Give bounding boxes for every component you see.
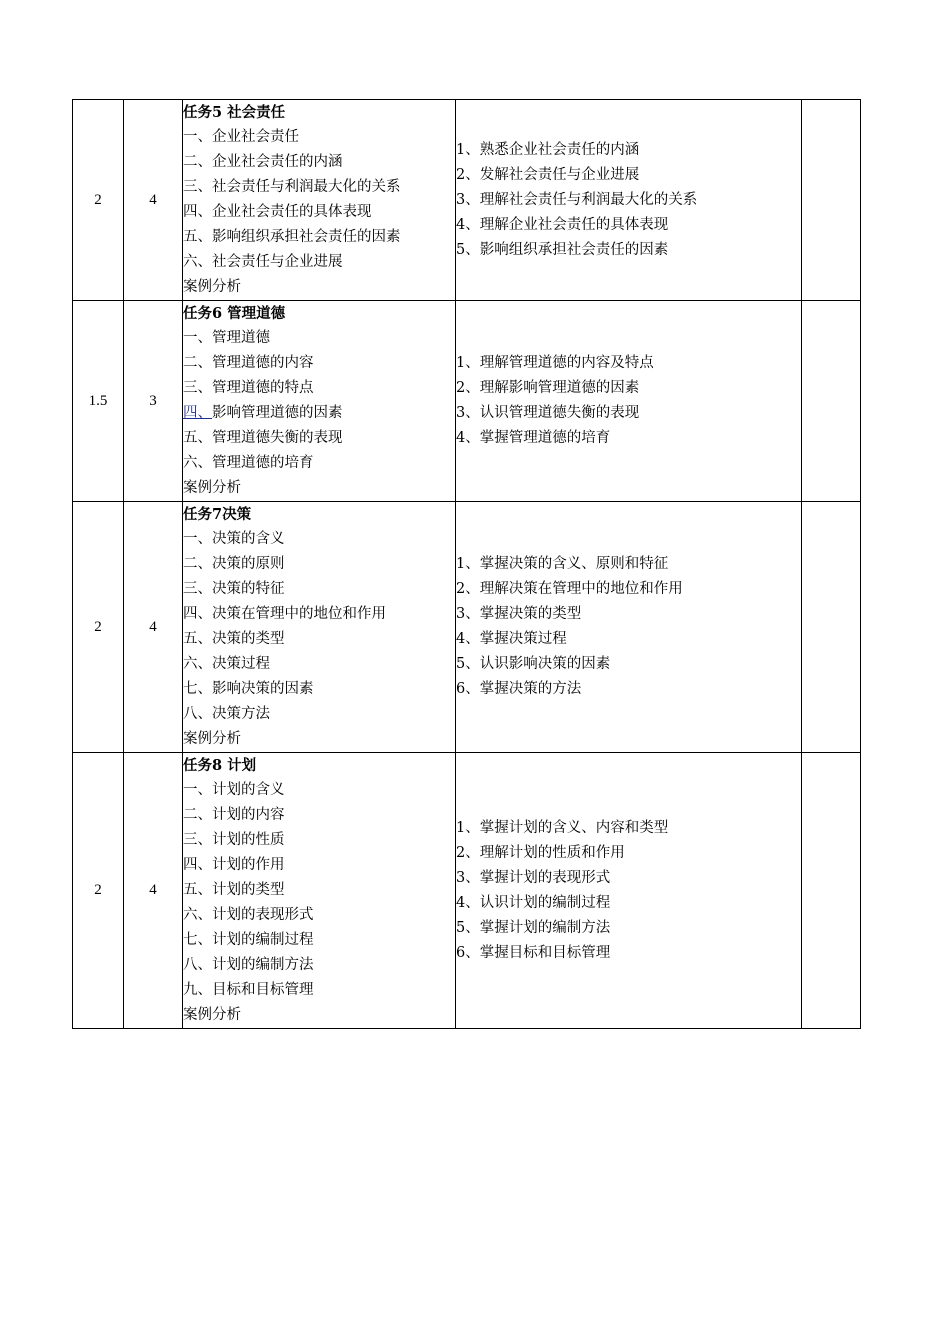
topic-number-link[interactable]: 四、	[183, 405, 212, 421]
topic-item: 三、决策的特征	[183, 581, 285, 597]
topic-item: 三、计划的性质	[183, 832, 285, 848]
hours-cell: 2	[73, 753, 124, 1029]
topic-item: 八、计划的编制方法	[183, 957, 314, 973]
topic-item: 七、影响决策的因素	[183, 681, 314, 697]
topic-item: 六、管理道德的培育	[183, 455, 314, 471]
task-title: 任务5 社会责任	[183, 104, 286, 121]
goal-item: 1、掌握计划的含义、内容和类型	[456, 819, 669, 836]
goal-item: 2、理解影响管理道德的因素	[456, 380, 640, 396]
goal-item: 4、掌握决策过程	[456, 631, 567, 647]
goal-item: 5、影响组织承担社会责任的因素	[456, 241, 669, 258]
topic-item: 案例分析	[183, 731, 241, 747]
goal-item: 4、认识计划的编制过程	[456, 894, 611, 911]
topic-item: 一、计划的含义	[183, 782, 285, 798]
goal-item: 2、发解社会责任与企业进展	[456, 166, 640, 183]
notes-cell	[802, 301, 861, 502]
topic-text: 影响管理道德的因素	[212, 405, 343, 421]
goal-item: 1、理解管理道德的内容及特点	[456, 355, 654, 371]
topic-item: 二、决策的原则	[183, 556, 285, 572]
topic-item: 三、社会责任与利润最大化的关系	[183, 179, 401, 195]
topic-item: 八、决策方法	[183, 706, 270, 722]
goal-item: 3、理解社会责任与利润最大化的关系	[456, 191, 698, 208]
weeks-cell: 4	[124, 502, 183, 753]
table-row	[73, 753, 861, 1029]
hours-cell: 1.5	[73, 301, 124, 502]
goal-item: 1、熟悉企业社会责任的内涵	[456, 141, 640, 158]
topic-item: 五、决策的类型	[183, 631, 285, 647]
topic-item: 六、计划的表现形式	[183, 907, 314, 923]
topic-item	[183, 401, 455, 426]
topic-item: 案例分析	[183, 279, 241, 295]
topic-item: 案例分析	[183, 1007, 241, 1023]
goals-cell	[456, 502, 802, 753]
goal-item: 2、理解决策在管理中的地位和作用	[456, 581, 683, 597]
goal-item: 4、掌握管理道德的培育	[456, 430, 611, 446]
topic-item: 九、目标和目标管理	[183, 982, 314, 998]
goal-item: 3、认识管理道德失衡的表现	[456, 405, 640, 421]
goal-item: 5、掌握计划的编制方法	[456, 919, 611, 936]
goals-cell	[456, 100, 802, 301]
topic-item: 五、管理道德失衡的表现	[183, 430, 343, 446]
topic-item: 五、影响组织承担社会责任的因素	[183, 229, 401, 245]
goal-item: 3、掌握计划的表现形式	[456, 869, 611, 886]
goal-item: 2、理解计划的性质和作用	[456, 844, 625, 861]
task-title: 任务6 管理道德	[183, 305, 286, 322]
hours-cell: 2	[73, 100, 124, 301]
topic-item: 六、决策过程	[183, 656, 270, 672]
topic-item: 一、管理道德	[183, 330, 270, 346]
topic-item: 四、决策在管理中的地位和作用	[183, 606, 386, 622]
goal-item: 6、掌握目标和目标管理	[456, 944, 611, 961]
notes-cell	[802, 753, 861, 1029]
notes-cell	[802, 100, 861, 301]
hours-cell: 2	[73, 502, 124, 753]
table-row	[73, 301, 861, 502]
goals-cell	[456, 753, 802, 1029]
notes-cell	[802, 502, 861, 753]
goal-item: 3、掌握决策的类型	[456, 606, 582, 622]
topic-item: 一、企业社会责任	[183, 129, 299, 145]
weeks-cell: 4	[124, 100, 183, 301]
weeks-cell: 4	[124, 753, 183, 1029]
goals-cell	[456, 301, 802, 502]
goal-item: 1、掌握决策的含义、原则和特征	[456, 556, 669, 572]
goal-item: 5、认识影响决策的因素	[456, 656, 611, 672]
syllabus-table	[72, 99, 861, 1029]
topic-item: 二、管理道德的内容	[183, 355, 314, 371]
content-cell	[183, 301, 456, 502]
topic-item: 二、计划的内容	[183, 807, 285, 823]
goal-item: 4、理解企业社会责任的具体表现	[456, 216, 669, 233]
topic-item: 五、计划的类型	[183, 882, 285, 898]
goal-item: 6、掌握决策的方法	[456, 681, 582, 697]
table-row	[73, 100, 861, 301]
task-title: 任务8 计划	[183, 757, 257, 774]
topic-item: 七、计划的编制过程	[183, 932, 314, 948]
topic-item: 四、企业社会责任的具体表现	[183, 204, 372, 220]
content-cell	[183, 753, 456, 1029]
content-cell	[183, 100, 456, 301]
topic-item: 四、计划的作用	[183, 857, 285, 873]
content-cell	[183, 502, 456, 753]
topic-item: 六、社会责任与企业进展	[183, 254, 343, 270]
topic-item: 一、决策的含义	[183, 531, 285, 547]
topic-item: 二、企业社会责任的内涵	[183, 154, 343, 170]
topic-item: 三、管理道德的特点	[183, 380, 314, 396]
topic-item: 案例分析	[183, 480, 241, 496]
table-row	[73, 502, 861, 753]
weeks-cell: 3	[124, 301, 183, 502]
task-title: 任务7决策	[183, 506, 252, 523]
